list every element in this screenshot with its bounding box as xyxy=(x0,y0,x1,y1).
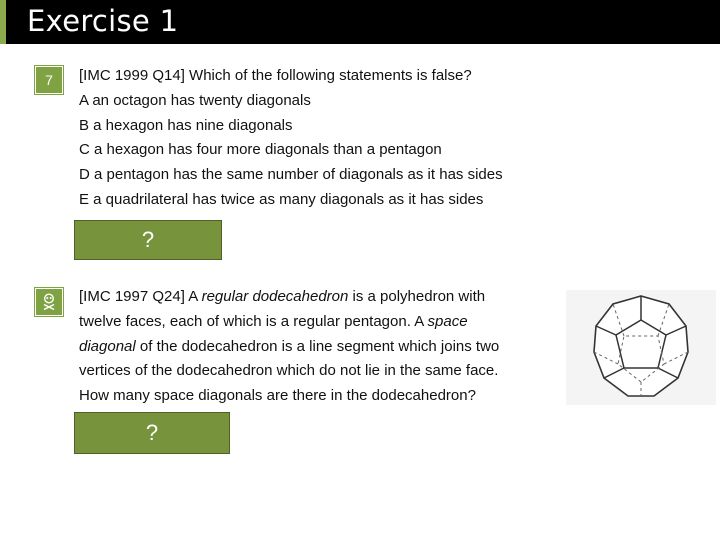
skull-crossbones-icon xyxy=(35,288,63,316)
title-bar xyxy=(0,0,720,44)
question-2-line-3 xyxy=(79,335,559,360)
text-run: twelve faces, each of which is a regular pentagon. A xyxy=(79,312,428,330)
option-e: E a quadrilateral has twice as many diagonals as it has sides xyxy=(79,190,484,208)
question-1-prompt: [IMC 1999 Q14] Which of the following statements is false? xyxy=(79,67,472,84)
question-2-line-2 xyxy=(79,310,559,335)
option-a: A an octagon has twenty diagonals xyxy=(79,91,311,109)
text-run: [IMC 1997 Q24] A xyxy=(79,288,202,305)
page-title: Exercise 1 xyxy=(27,4,179,38)
option-c: C a hexagon has four more diagonals than a pentagon xyxy=(79,141,442,159)
dodecahedron-figure xyxy=(566,290,716,405)
option-d: D a pentagon has the same number of diagonals as it has sides xyxy=(79,166,503,184)
question-2-line-4: vertices of the dodecahedron which do not lie in the same face. xyxy=(79,362,499,380)
question-2-text xyxy=(79,285,559,409)
reveal-answer-button-1[interactable]: ? xyxy=(74,220,222,260)
question-2-line-1 xyxy=(79,285,559,310)
question-2-line-5: How many space diagonals are there in the dodecahedron? xyxy=(79,387,476,405)
question-1-text xyxy=(79,64,559,213)
question-number-badge: 7 xyxy=(35,66,63,94)
term-space: space xyxy=(427,312,468,330)
title-accent xyxy=(0,0,6,44)
text-run: is a polyhedron with xyxy=(348,288,486,305)
option-b: B a hexagon has nine diagonals xyxy=(79,116,293,134)
term-diagonal: diagonal xyxy=(79,337,136,355)
term-regular-dodecahedron: regular dodecahedron xyxy=(201,288,349,305)
text-run: of the dodecahedron is a line segment which joins two xyxy=(135,337,500,355)
reveal-answer-button-2[interactable]: ? xyxy=(74,412,230,454)
